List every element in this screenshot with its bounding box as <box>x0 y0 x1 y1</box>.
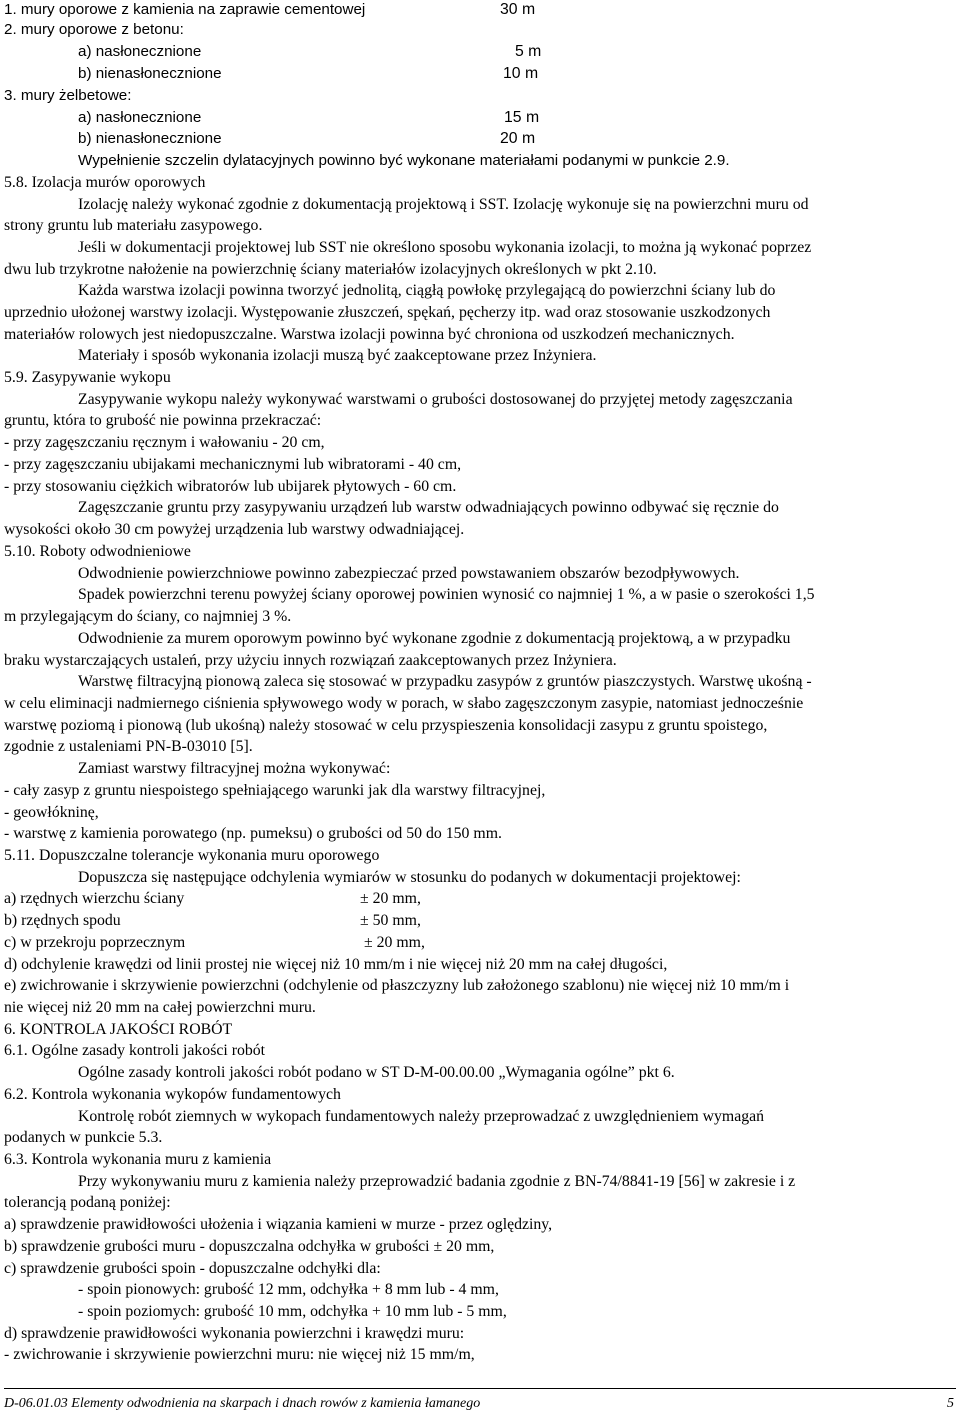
paragraph-line: Kontrolę robót ziemnych w wykopach fundamentowych należy przeprowadzać z uwzględnieniem wymagań <box>78 1108 765 1125</box>
paragraph-line: Izolację należy wykonać zgodnie z dokumentacją projektową i SST. Izolację wykonuje się na powierzchni muru od <box>78 196 809 213</box>
list-item: - przy stosowaniu ciężkich wibratorów lub ubijarek płytowych - 60 cm. <box>4 478 457 495</box>
list-item: e) zwichrowanie i skrzywienie powierzchni (odchylenie od płaszczyzny lub założonego szablonu) nie więcej niż 10 mm/m i <box>4 977 790 994</box>
list-item: - przy zagęszczaniu ubijakami mechanicznymi lub wibratorami - 40 cm, <box>4 456 462 473</box>
list-item: - spoin poziomych: grubość 10 mm, odchyłka + 10 mm lub - 5 mm, <box>78 1303 507 1320</box>
list-item: a) nasłonecznione <box>78 43 202 60</box>
list-item: a) nasłonecznione <box>78 109 202 126</box>
paragraph-line: Odwodnienie za murem oporowym powinno być wykonane zgodnie z dokumentacją projektową, a w przypadku <box>78 630 791 647</box>
tolerance-value: ± 20 mm, <box>364 934 425 951</box>
list-item: - przy zagęszczaniu ręcznym i wałowaniu - 20 cm, <box>4 434 325 451</box>
list-item: c) sprawdzenie grubości spoin - dopuszczalne odchyłki dla: <box>4 1260 381 1277</box>
list-item: d) sprawdzenie prawidłowości wykonania powierzchni i krawędzi muru: <box>4 1325 465 1342</box>
paragraph-line: podanych w punkcie 5.3. <box>4 1129 163 1146</box>
tolerance-value: ± 50 mm, <box>360 912 421 929</box>
paragraph-line: Wypełnienie szczelin dylatacyjnych powinno być wykonane materiałami podanymi w punkcie 2.9. <box>78 152 730 169</box>
paragraph-line: Ogólne zasady kontroli jakości robót podano w ST D-M-00.00.00 „Wymagania ogólne” pkt 6. <box>78 1064 675 1081</box>
list-item: a) sprawdzenie prawidłowości ułożenia i wiązania kamieni w murze - przez oględziny, <box>4 1216 553 1233</box>
paragraph-line: wysokości około 30 cm powyżej urządzenia lub warstwy odwadniającej. <box>4 521 465 538</box>
paragraph-line: Dopuszcza się następujące odchylenia wymiarów w stosunku do podanych w dokumentacji projektowej: <box>78 869 741 886</box>
paragraph-line: gruntu, która to grubość nie powinna przekraczać: <box>4 412 322 429</box>
section-heading: 6.2. Kontrola wykonania wykopów fundamentowych <box>4 1086 341 1103</box>
paragraph-line: Jeśli w dokumentacji projektowej lub SST nie określono sposobu wykonania izolacji, to można ją wykonać poprzez <box>78 239 812 256</box>
paragraph-line: nie więcej niż 20 mm na całej powierzchni muru. <box>4 999 316 1016</box>
section-heading: 5.11. Dopuszczalne tolerancje wykonania muru oporowego <box>4 847 380 864</box>
list-value: 10 m <box>503 65 539 82</box>
section-heading: 6.1. Ogólne zasady kontroli jakości robót <box>4 1042 266 1059</box>
paragraph-line: tolerancją podaną poniżej: <box>4 1194 171 1211</box>
paragraph-line: zgodnie z ustaleniami PN-B-03010 [5]. <box>4 738 253 755</box>
section-heading: 6.3. Kontrola wykonania muru z kamienia <box>4 1151 272 1168</box>
paragraph-line: uprzednio ułożonej warstwy izolacji. Występowanie złuszczeń, spękań, pęcherzy itp. wad oraz stosowanie uszkodzonych <box>4 304 771 321</box>
paragraph-line: w celu eliminacji nadmiernego ciśnienia spływowego wody w porach, w słabo zagęszczonym zasypie, natomiast jednocześnie <box>4 695 804 712</box>
paragraph-line: dwu lub trzykrotne nałożenie na powierzchnię ściany materiałów izolacyjnych określonych w pkt 2.10. <box>4 261 657 278</box>
paragraph-line: Przy wykonywaniu muru z kamienia należy przeprowadzić badania zgodnie z BN-74/8841-19 [56] w zakresie i z <box>78 1173 796 1190</box>
paragraph-line: Zamiast warstwy filtracyjnej można wykonywać: <box>78 760 391 777</box>
paragraph-line: Zagęszczanie gruntu przy zasypywaniu urządzeń lub warstw odwadniających powinno odbywać się ręcznie do <box>78 499 779 516</box>
paragraph-line: m przylegającym do ściany, co najmniej 3 %. <box>4 608 292 625</box>
tolerance-value: ± 20 mm, <box>360 890 421 907</box>
paragraph-line: strony gruntu lub materiału zasypowego. <box>4 217 263 234</box>
paragraph-line: Zasypywanie wykopu należy wykonywać warstwami o grubości dostosowanej do przyjętej metody zagęszczania <box>78 391 793 408</box>
list-item: d) odchylenie krawędzi od linii prostej nie więcej niż 10 mm/m i nie więcej niż 20 mm na całej długości, <box>4 956 668 973</box>
section-heading: 5.9. Zasypywanie wykopu <box>4 369 171 386</box>
list-value: 5 m <box>515 43 542 60</box>
page-number: 5 <box>947 1396 954 1411</box>
list-value: 15 m <box>504 109 540 126</box>
paragraph-line: warstwę poziomą i pionową (lub ukośną) należy stosować w celu przyspieszenia konsolidacji zasypu z gruntu spoistego, <box>4 717 768 734</box>
list-item: - cały zasyp z gruntu niespoistego spełniającego warunki jak dla warstwy filtracyjnej, <box>4 782 546 799</box>
list-item: - zwichrowanie i skrzywienie powierzchni muru: nie więcej niż 15 mm/m, <box>4 1346 475 1363</box>
section-heading: 5.10. Roboty odwodnieniowe <box>4 543 191 560</box>
list-item: a) rzędnych wierzchu ściany <box>4 890 185 907</box>
paragraph-line: Każda warstwa izolacji powinna tworzyć jednolitą, ciągłą powłokę przylegającą do powierzchni ściany lub do <box>78 282 776 299</box>
paragraph-line: braku wystarczających ustaleń, przy użyciu innych rozwiązań zaakceptowanych przez Inżyniera. <box>4 652 617 669</box>
list-item: b) rzędnych spodu <box>4 912 121 929</box>
paragraph-line: materiałów rolowych jest niedopuszczalne. Warstwa izolacji powinna być chroniona od uszkodzeń mechanicznych. <box>4 326 735 343</box>
footer-divider <box>4 1388 956 1389</box>
list-value: 20 m <box>500 130 536 147</box>
footer-document-title: D-06.01.03 Elementy odwodnienia na skarpach i dnach rowów z kamienia łamanego <box>4 1396 481 1411</box>
list-item: - spoin pionowych: grubość 12 mm, odchyłka + 8 mm lub - 4 mm, <box>78 1281 499 1298</box>
paragraph-line: Odwodnienie powierzchniowe powinno zabezpieczać przed powstawaniem obszarów bezodpływowych. <box>78 565 740 582</box>
list-item: b) nienasłonecznione <box>78 65 222 82</box>
list-item: 1. mury oporowe z kamienia na zaprawie cementowej <box>4 1 366 18</box>
list-item: 3. mury żelbetowe: <box>4 87 132 104</box>
paragraph-line: Spadek powierzchni terenu powyżej ściany oporowej powinien wynosić co najmniej 1 %, a w pasie o szerokości 1,5 <box>78 586 815 603</box>
list-item: - geowłókninę, <box>4 804 99 821</box>
paragraph-line: Materiały i sposób wykonania izolacji muszą być zaakceptowane przez Inżyniera. <box>78 347 597 364</box>
list-value: 30 m <box>500 1 536 18</box>
chapter-heading: 6. KONTROLA JAKOŚCI ROBÓT <box>4 1021 233 1038</box>
list-item: b) nienasłonecznione <box>78 130 222 147</box>
paragraph-line: Warstwę filtracyjną pionową zaleca się stosować w przypadku zasypów z gruntów piaszczystych. Warstwę ukośną - <box>78 673 812 690</box>
list-item: - warstwę z kamienia porowatego (np. pumeksu) o grubości od 50 do 150 mm. <box>4 825 502 842</box>
list-item: b) sprawdzenie grubości muru - dopuszczalna odchyłka w grubości ± 20 mm, <box>4 1238 495 1255</box>
section-heading: 5.8. Izolacja murów oporowych <box>4 174 206 191</box>
list-item: 2. mury oporowe z betonu: <box>4 21 184 38</box>
list-item: c) w przekroju poprzecznym <box>4 934 186 951</box>
